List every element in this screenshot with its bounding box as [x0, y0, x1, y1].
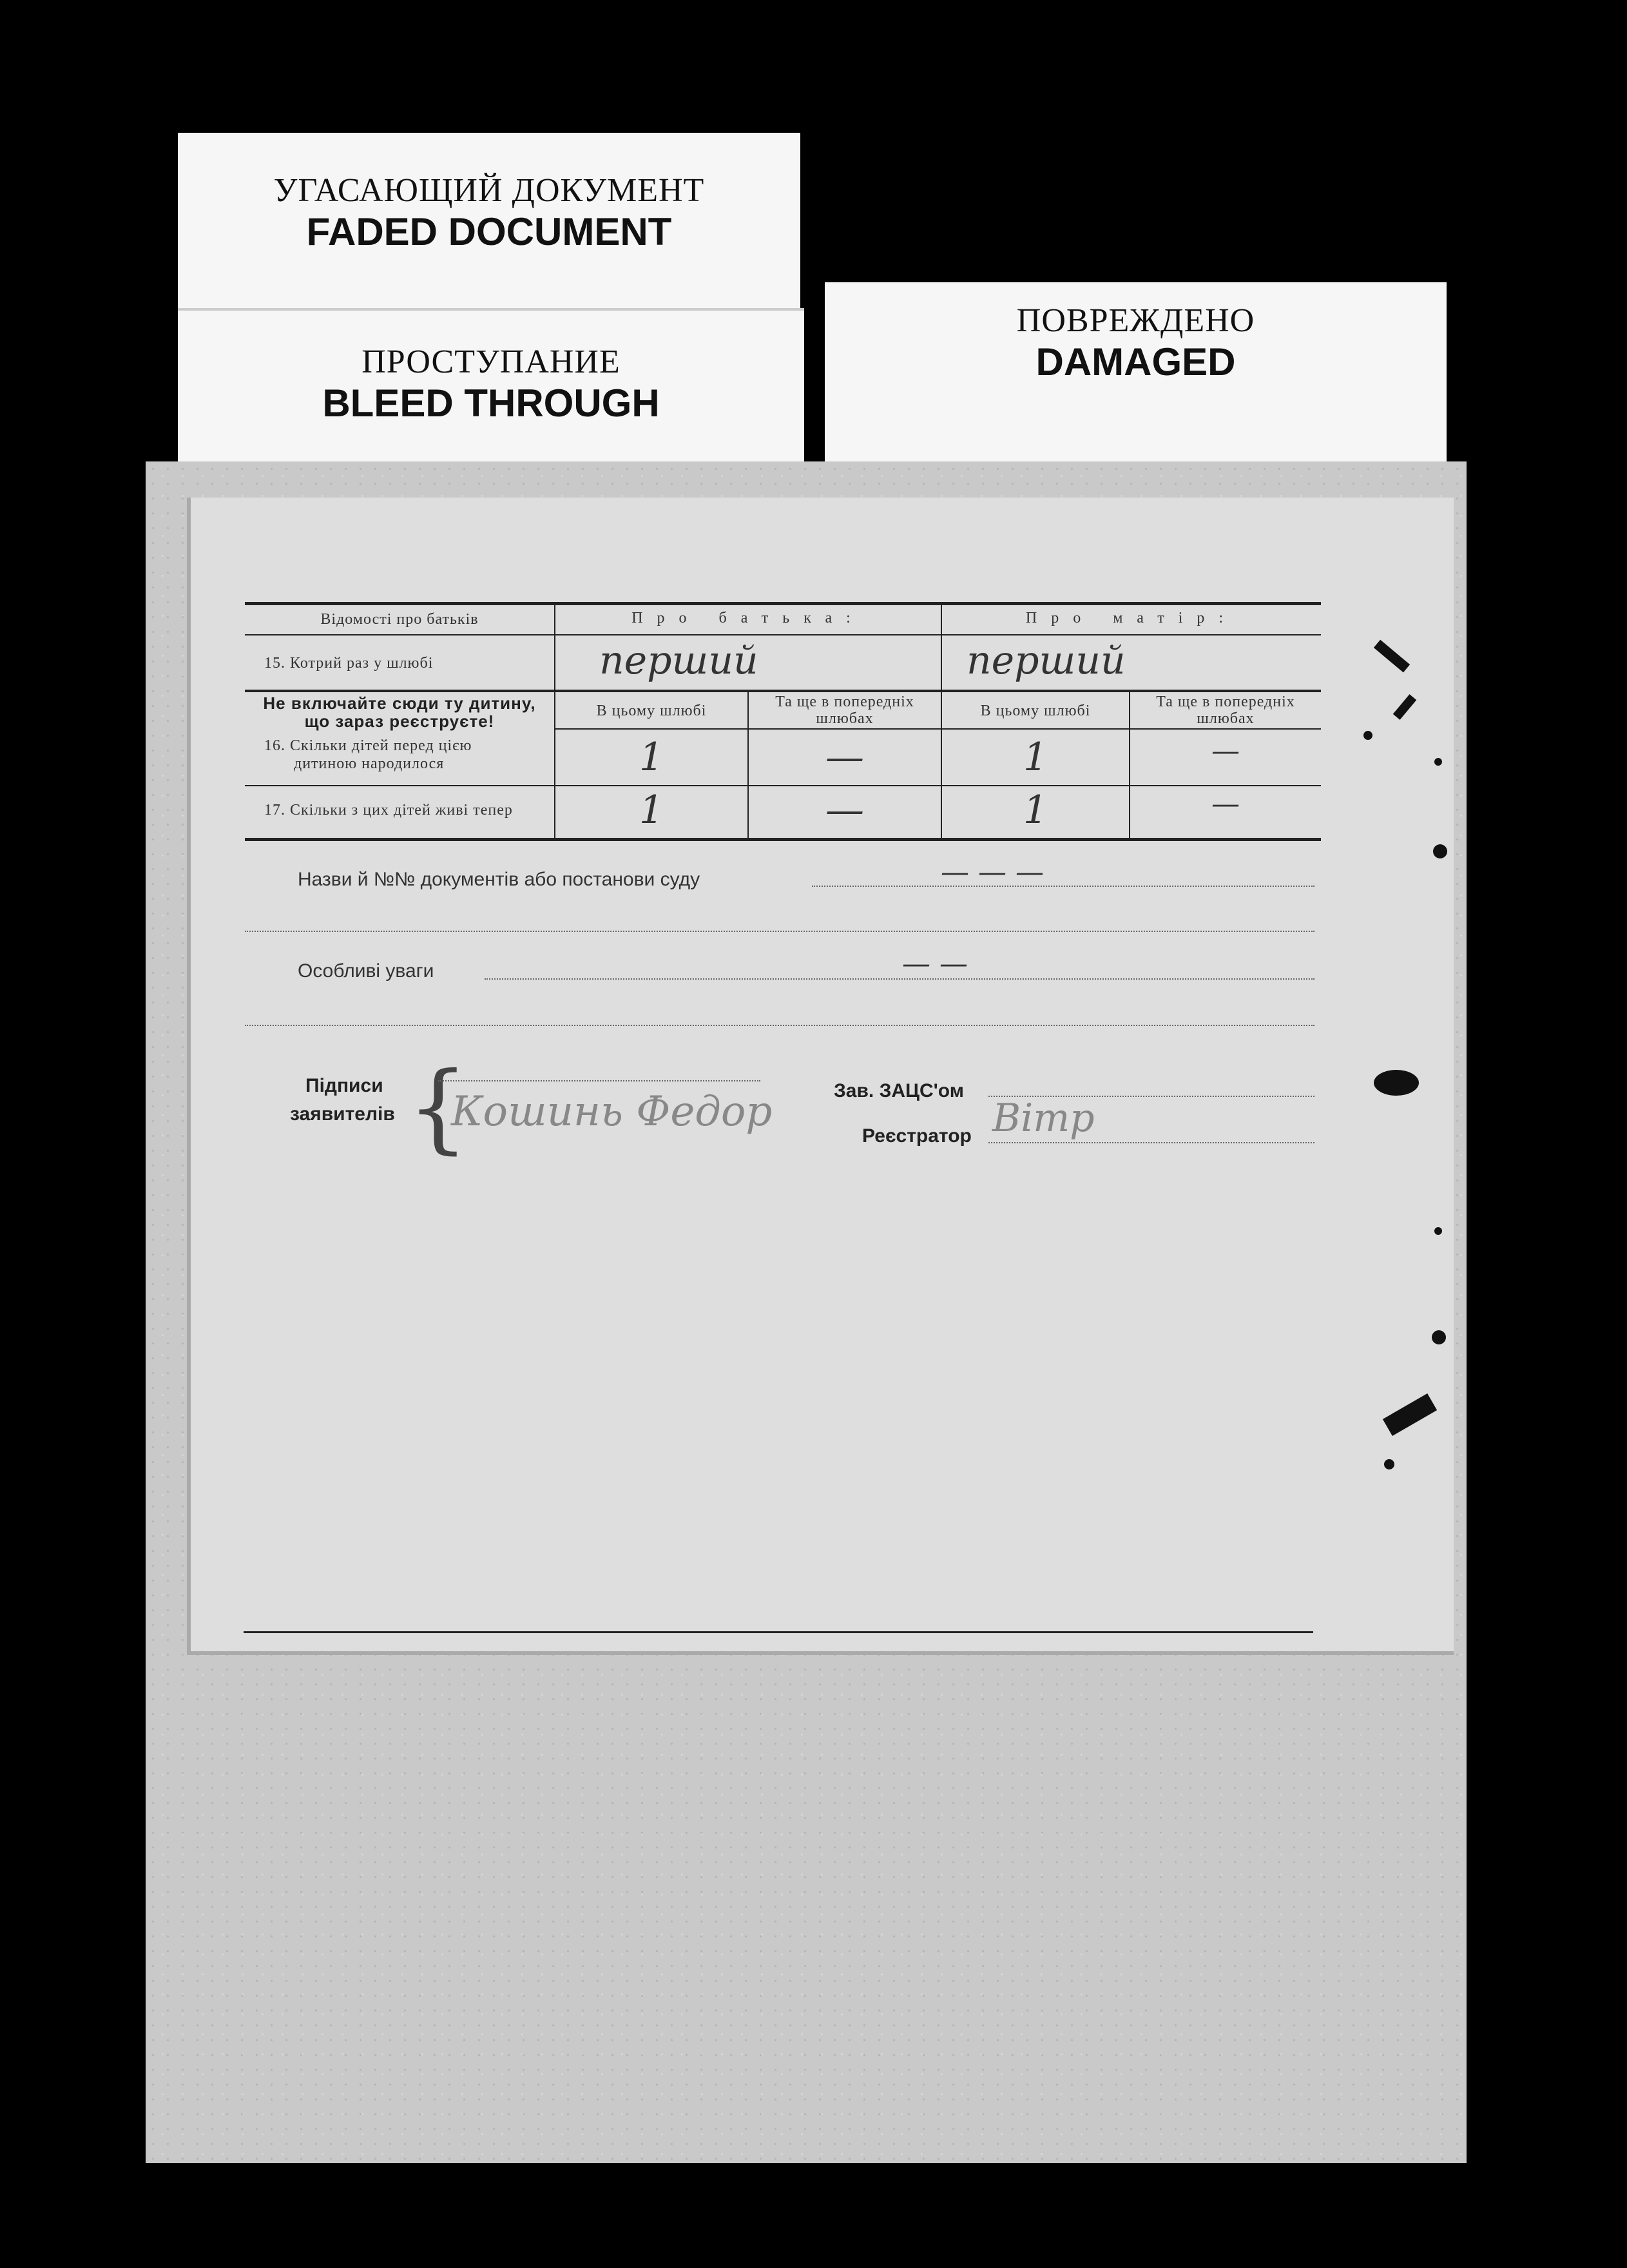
row15-bottom-rule — [245, 690, 1321, 692]
table-top-rule — [245, 602, 1321, 605]
signatures-label-1: Підписи — [305, 1075, 383, 1096]
row15-label: 15. Котрий раз у шлюбі — [264, 655, 434, 672]
bleed-tag-en: BLEED THROUGH — [322, 382, 660, 425]
signature-dotted-line-1 — [438, 1080, 760, 1081]
tear-mark — [1374, 1070, 1419, 1096]
mother-previous-subheader-2: шлюбах — [1197, 710, 1255, 727]
signatures-brace: { — [407, 1052, 469, 1164]
row16-label-1: 16. Скільки дітей перед цією — [264, 737, 472, 754]
documents-label: Назви й №№ документів або постанови суду — [298, 869, 700, 890]
row17-mother-current: 1 — [1023, 788, 1048, 833]
header-mother: Про матір: — [1025, 610, 1238, 626]
remarks-dotted-line — [485, 978, 1314, 980]
registrar-label: Реєстратор — [862, 1125, 972, 1147]
remarks-label: Особливі уваги — [298, 960, 434, 982]
binding-hole — [1432, 1330, 1446, 1344]
row15-mother-value: перший — [967, 638, 1126, 683]
row17-father-current: 1 — [639, 788, 664, 833]
damaged-tag-en: DAMAGED — [1035, 340, 1236, 383]
note-line-1: Не включайте сюди ту дитину, — [263, 693, 536, 713]
row17-mother-previous: — — [1211, 788, 1240, 820]
row16-label-2: дитиною народилося — [294, 755, 445, 772]
binding-hole — [1434, 758, 1442, 766]
table-bottom-rule — [245, 838, 1321, 841]
remarks-dotted-line-2 — [245, 1025, 1314, 1026]
mother-previous-subheader-1: Та ще в попередніх — [1156, 693, 1295, 710]
row16-bottom-rule — [245, 785, 1321, 786]
bleed-tag-ru: ПРОСТУПАНИЕ — [361, 344, 621, 380]
row17-label: 17. Скільки з цих дітей живі тепер — [264, 802, 513, 819]
binding-hole — [1434, 1227, 1442, 1235]
binding-hole — [1433, 844, 1447, 858]
row16-mother-current: 1 — [1023, 735, 1048, 780]
mother-current-subheader: В цьому шлюбі — [980, 703, 1091, 719]
header-parents-info: Відомості про батьків — [320, 611, 479, 628]
documents-dotted-line — [812, 886, 1314, 887]
faded-tag-ru: УГАСАЮЩИЙ ДОКУМЕНТ — [273, 172, 705, 209]
damaged-tag-ru: ПОВРЕЖДЕНО — [1016, 302, 1255, 339]
row16-father-previous: — — [825, 735, 864, 780]
applicant-signature: Кошинь Федор — [451, 1088, 773, 1136]
father-current-subheader: В цьому шлюбі — [596, 703, 707, 719]
header-bottom-rule — [245, 634, 1321, 635]
binding-hole — [1384, 1459, 1394, 1469]
faded-document-tag — [178, 133, 800, 320]
father-previous-subheader-2: шлюбах — [816, 710, 874, 727]
documents-dotted-line-2 — [245, 931, 1314, 932]
documents-value: — — — — [941, 856, 1044, 889]
head-label: Зав. ЗАЦС'ом — [834, 1080, 964, 1101]
header-father: Про батька: — [631, 610, 865, 626]
registrar-signature: Вітр — [992, 1096, 1095, 1141]
note-line-2: що зараз реєструєте! — [304, 712, 495, 731]
remarks-value: — — — [902, 947, 968, 980]
subheader-bottom-rule — [554, 728, 1321, 730]
row15-father-value: перший — [599, 638, 758, 683]
binding-hole — [1363, 731, 1372, 740]
damaged-tag — [825, 282, 1447, 476]
faded-tag-en: FADED DOCUMENT — [306, 210, 672, 253]
registrar-dotted-line — [988, 1142, 1314, 1143]
row17-father-previous: — — [825, 788, 864, 833]
row16-mother-previous: — — [1211, 735, 1240, 768]
father-previous-subheader-1: Та ще в попередніх — [775, 693, 914, 710]
signatures-label-2: заявителів — [290, 1103, 395, 1125]
row16-father-current: 1 — [639, 735, 664, 780]
bleed-through-tag — [178, 308, 804, 476]
sheet-bottom-rule — [244, 1631, 1313, 1633]
